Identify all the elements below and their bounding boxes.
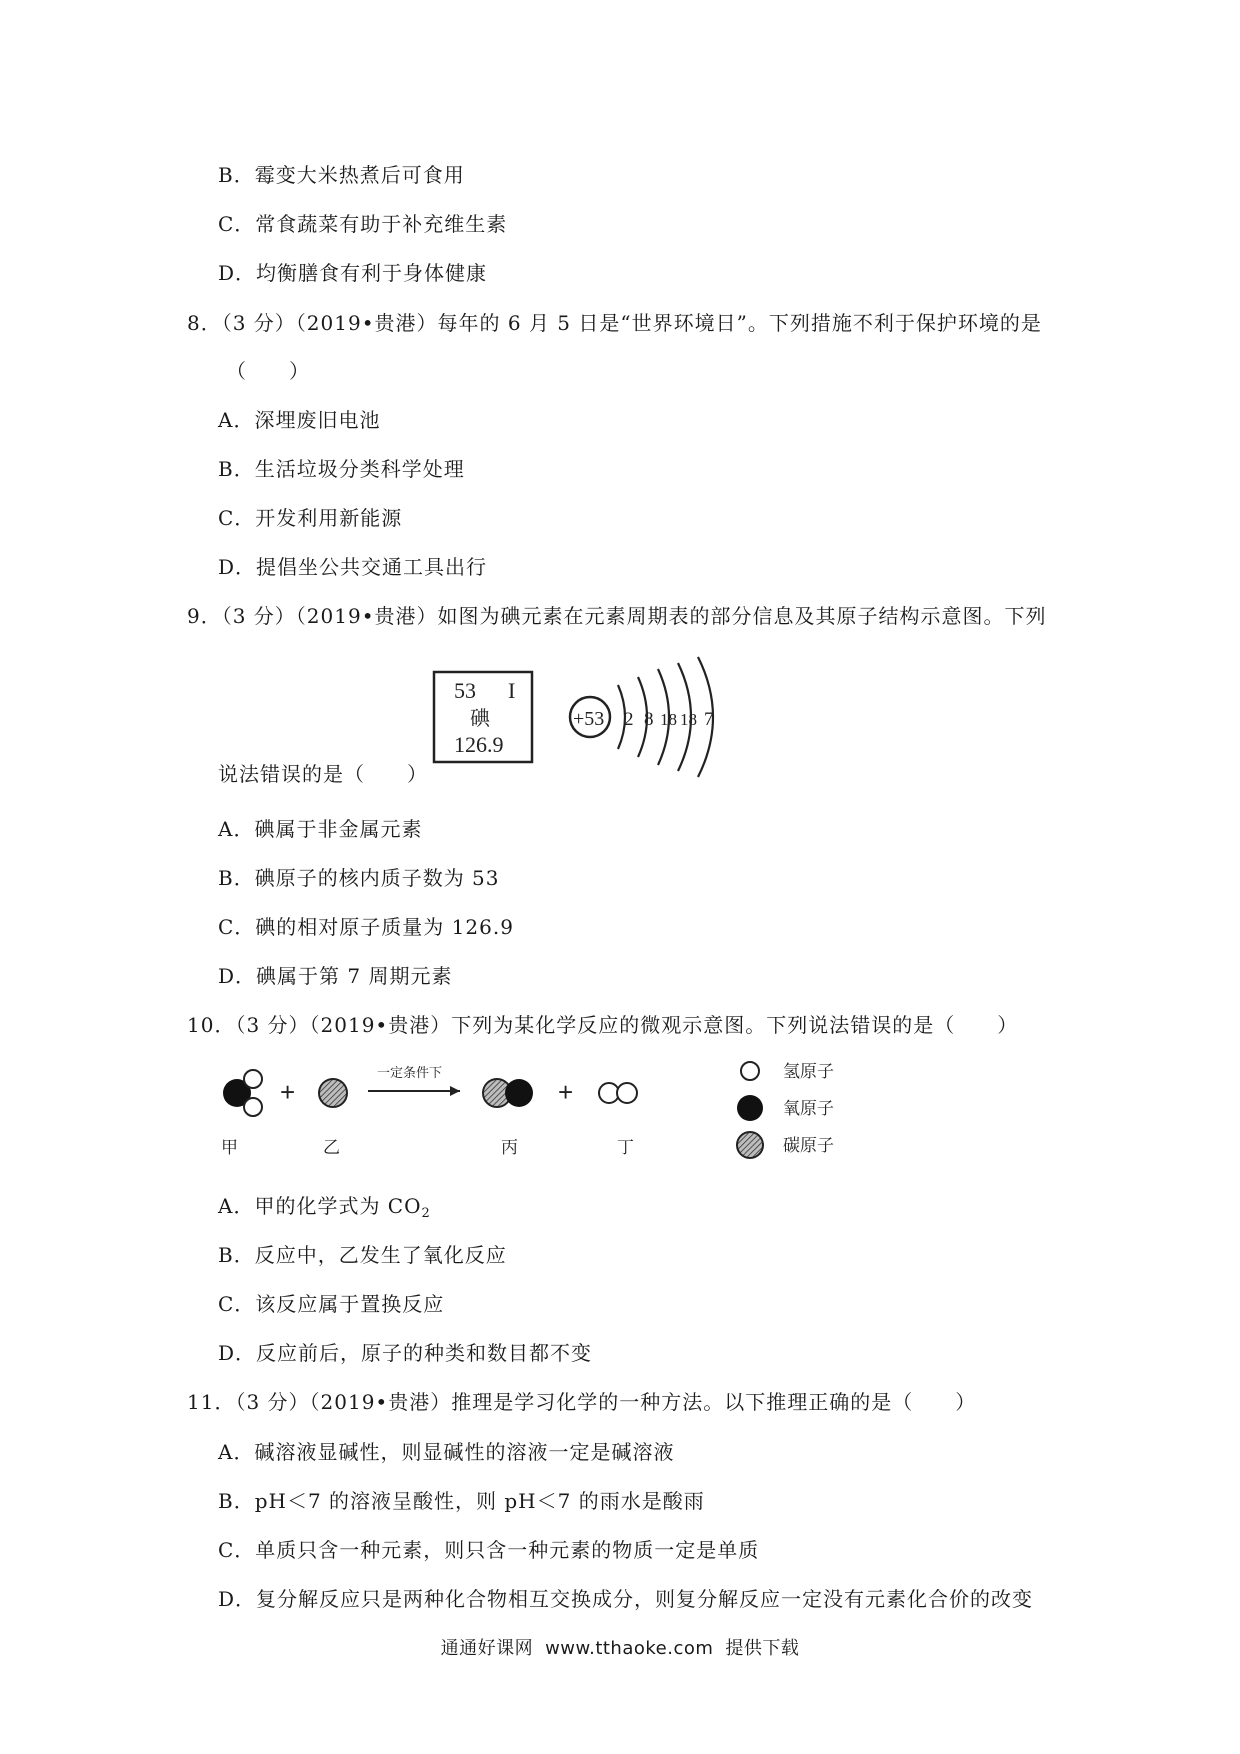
element-cell (432, 670, 536, 764)
shell-electrons-4: 18 (680, 710, 697, 729)
footer-tail: 提供下载 (725, 1638, 800, 1659)
q9-option-a: A．碘属于非金属元素 (218, 817, 423, 841)
legend (737, 1062, 834, 1158)
q11-stem: 11．（3 分）（2019•贵港）推理是学习化学的一种方法。以下推理正确的是（ ） (187, 1390, 977, 1414)
q10-option-a (218, 1193, 431, 1227)
q8-option-c: C．开发利用新能源 (218, 506, 403, 530)
q9-option-d: D．碘属于第 7 周期元素 (218, 964, 453, 988)
nucleus-charge: +53 (573, 708, 605, 730)
q11-option-d: D．复分解反应只是两种化合物相互交换成分，则复分解反应一定没有元素化合价的改变 (218, 1587, 1034, 1611)
reaction-condition: 一定条件下 (377, 1066, 443, 1081)
q11-option-b: B．pH＜7 的溶液呈酸性，则 pH＜7 的雨水是酸雨 (218, 1489, 705, 1513)
element-symbol: I (508, 678, 516, 703)
label-bing: 丙 (501, 1138, 518, 1158)
q8-stem-cont: （ ） (226, 359, 310, 383)
q9-option-b: B．碘原子的核内质子数为 53 (218, 866, 500, 890)
q8-option-b: B．生活垃圾分类科学处理 (218, 457, 465, 481)
element-mass: 126.9 (454, 732, 504, 757)
shell-electrons-1: 2 (624, 709, 634, 730)
reaction-diagram (215, 1055, 875, 1160)
atom-structure-diagram (562, 655, 732, 780)
q10-option-d: D．反应前后，原子的种类和数目都不变 (218, 1341, 593, 1365)
legend-hydrogen-icon (741, 1062, 759, 1080)
q11-option-c: C．单质只含一种元素，则只含一种元素的物质一定是单质 (218, 1538, 760, 1562)
q9-stem: 9．（3 分）（2019•贵港）如图为碘元素在元素周期表的部分信息及其原子结构示意图。下列 (187, 604, 1047, 628)
arrow-head-icon (450, 1086, 460, 1096)
q8-option-a: A．深埋废旧电池 (218, 408, 381, 432)
label-ding: 丁 (617, 1138, 634, 1158)
reaction-diagram-figure (215, 1055, 875, 1160)
shell-electrons-2: 8 (644, 709, 654, 730)
q7-option-d: D．均衡膳食有利于身体健康 (218, 261, 488, 285)
molecule-yi (319, 1079, 347, 1107)
molecule-bing (483, 1079, 533, 1107)
shell-electrons-5: 7 (704, 709, 714, 730)
atom-structure-figure (562, 655, 732, 780)
q10-option-c: C．该反应属于置换反应 (218, 1292, 445, 1316)
legend-carbon: 碳原子 (783, 1136, 834, 1156)
q10-stem: 10．（3 分）（2019•贵港）下列为某化学反应的微观示意图。下列说法错误的是（ ） (187, 1013, 1019, 1037)
q10-option-a-subscript: 2 (421, 1206, 431, 1221)
q8-option-d: D．提倡坐公共交通工具出行 (218, 555, 488, 579)
q10-option-a-text: A．甲的化学式为 CO (218, 1194, 422, 1218)
q7-option-c: C．常食蔬菜有助于补充维生素 (218, 212, 508, 236)
molecule-ding (599, 1083, 637, 1103)
legend-hydrogen: 氢原子 (783, 1062, 834, 1082)
q10-option-b: B．反应中，乙发生了氧化反应 (218, 1243, 507, 1267)
q7-option-b: B．霉变大米热煮后可食用 (218, 163, 465, 187)
legend-oxygen-icon (737, 1095, 763, 1121)
q11-option-a: A．碱溶液显碱性，则显碱性的溶液一定是碱溶液 (218, 1440, 675, 1464)
footer-site-name: 通通好课网 (440, 1638, 534, 1659)
q8-stem: 8．（3 分）（2019•贵港）每年的 6 月 5 日是“世界环境日”。下列措施不利于保护环境的是 (187, 311, 1042, 335)
q9-stem-cont: 说法错误的是（ ） (218, 762, 428, 786)
legend-oxygen: 氧原子 (783, 1099, 834, 1119)
label-yi: 乙 (323, 1138, 340, 1158)
element-atomic-number: 53 (454, 678, 476, 703)
plus-sign-2: + (558, 1077, 574, 1107)
molecule-jia (223, 1070, 262, 1116)
element-cell-figure (432, 670, 536, 764)
page-footer (0, 1634, 1240, 1660)
plus-sign-1: + (280, 1077, 296, 1107)
q9-option-c: C．碘的相对原子质量为 126.9 (218, 915, 514, 939)
label-jia: 甲 (221, 1138, 238, 1158)
element-name: 碘 (470, 706, 490, 730)
legend-carbon-icon (737, 1132, 763, 1158)
shell-electrons-3: 18 (660, 710, 677, 729)
footer-url[interactable]: www.tthaoke.com (545, 1638, 714, 1659)
